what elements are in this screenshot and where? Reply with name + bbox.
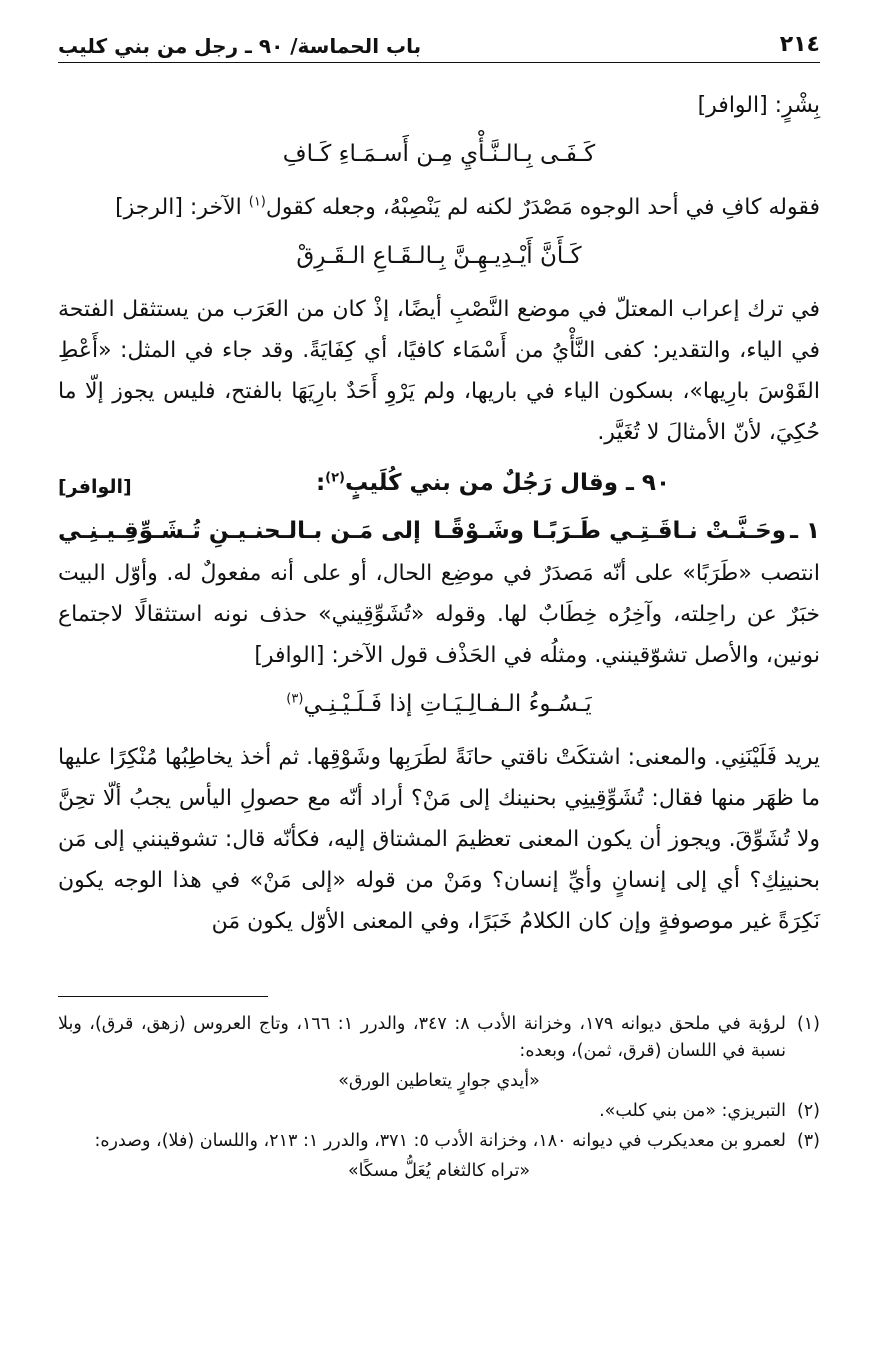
verse-line: كَـأَنَّ أَيْـدِيـهِـنَّ بِـالـقَـاعِ الـقَـرِقْ xyxy=(296,243,582,269)
verse-text: يَـسُـوءُ الـفـالِـيَـاتِ إذا فَـلَـيْـنِـي xyxy=(303,691,592,717)
poem-title-tail: : xyxy=(315,470,326,496)
footnote-marker: (٣) xyxy=(286,691,304,707)
poem-verse xyxy=(58,507,820,553)
poem-title xyxy=(316,463,670,504)
footnote-number: (٢) xyxy=(796,1101,820,1121)
text-line: بِشْرٍ: [الوافر] xyxy=(697,93,820,118)
verse-first-hemistich: وحَـنَّـتْ نـاقَـتِـي طَـرَبًـا وشَـوْقًـا xyxy=(433,518,786,544)
verse-second-hemistich: إلى مَـن بـالـحنـيـنِ تُـشَـوِّقِـيـنِـي xyxy=(58,518,421,544)
footnote-number: (١) xyxy=(796,1014,820,1034)
paragraph: يريد فَلَيْنَنِي. والمعنى: اشتكَتْ ناقتي حانَةً لطَرَبِها وشَوْقِها. ثم أخذ يخاطِبُها مُنْكِرًا عليها ما ظهَر منها فقال: تُشَوِّقِينِي بحنينك إلى مَنْ؟ أراد أنّه مع حصولِ اليأس يجبُ ألّا تحِنَّ ولا تُشَوِّقَ. ويجوز أن يكون المعنى تعظيمَ المشتاق إليه، فكأنّه قال: تشوقينني إلى مَن بحنينِكِ؟ أي إلى إنسانٍ وأيِّ إنسان؟ ومَنْ من قوله «إلى مَنْ» في هذا الوجه يكون نَكِرَةً غير موصوفةٍ وإن كان الكلامُ خَبَرًا، وفي المعنى الأوّل يكون مَن xyxy=(58,745,820,934)
footnote-marker: (١) xyxy=(248,194,266,210)
footnote-number: (٣) xyxy=(796,1131,820,1151)
poem-meter: [الوافر] xyxy=(58,476,132,498)
poem-heading xyxy=(58,459,820,507)
verse-line: كَـفَـى بِـالـنَّـأْيِ مِـن أَسـمَـاءِ كَـافِ xyxy=(282,141,596,167)
verse-number: ١ ـ xyxy=(790,518,820,544)
footnote-text: لرؤبة في ملحق ديوانه ١٧٩، وخزانة الأدب ٨: ٣٤٧، والدرر ١: ١٦٦، وتاج العروس (زهق، قرق)، وبلا نسبة في اللسان (قرق، ثمن)، وبعده: xyxy=(58,1014,786,1061)
footnotes xyxy=(58,1011,820,1185)
book-page xyxy=(58,30,820,1188)
footnote xyxy=(58,1098,820,1125)
paragraph: انتصب «طَرَبًا» على أنّه مَصدَرٌ في موضِع الحال، أو على أنه مفعولٌ له. وأوّل البيت خبَرٌ عن راحِلته، وآخِرُه خِطَابٌ لها. وقوله «تُشَوِّقِيني» حذف نونه استثقالًا لاجتماع نونين، والأصل تشوّقينني. ومثلُه في الحَذْف قول الآخر: [الوافر] xyxy=(58,561,820,668)
running-head: باب الحماسة/ ٩٠ ـ رجل من بني كليب xyxy=(58,34,422,58)
poem-title-text: ٩٠ ـ وقال رَجُلٌ من بني كُلَيبٍ xyxy=(344,470,670,496)
footnote-quote: «أيدي جوارٍ يتعاطين الورق» xyxy=(338,1071,540,1091)
footnote xyxy=(58,1128,820,1155)
page-number: ٢١٤ xyxy=(779,32,820,57)
footnote-text: لعمرو بن معديكرب في ديوانه ١٨٠، وخزانة الأدب ٥: ٣٧١، والدرر ١: ٢١٣، واللسان (فلا)، وصدره: xyxy=(94,1131,786,1151)
verse-line xyxy=(58,684,820,725)
main-text xyxy=(58,85,820,942)
footnote-divider xyxy=(58,996,268,997)
paragraph-text: فقوله كافِ في أحد الوجوه مَصْدَرٌ لكنه لم يَنْصِبْهُ، وجعله كقول xyxy=(265,195,820,220)
paragraph xyxy=(58,187,820,228)
paragraph: في ترك إعراب المعتلّ في موضع النَّصْبِ أيضًا، إذْ كان من العَرَب من يستثقل الفتحة في الياء، والتقدير: كفى النَّأْيُ من أَسْمَاء كافيًا، أي كِفَايَةً. وقد جاء في المثل: «أَعْطِ القَوْسَ بارِيها»، بسكون الياء في باريها، ولم يَرْوِ أَحَدٌ بارِيَهَا بالفتح، فليس يجوز إلّا ما حُكِيَ، لأنّ الأمثالَ لا تُغَيَّر. xyxy=(58,297,820,445)
footnote-quote: «تراه كالثغام يُعَلُّ مسكًا» xyxy=(347,1161,531,1181)
footnote xyxy=(58,1011,820,1065)
footnote-text: التبريزي: «من بني كلب». xyxy=(599,1101,786,1121)
paragraph-tail: الآخر: [الرجز] xyxy=(115,195,249,220)
page-header xyxy=(58,30,820,63)
footnote-marker: (٢) xyxy=(325,470,345,486)
